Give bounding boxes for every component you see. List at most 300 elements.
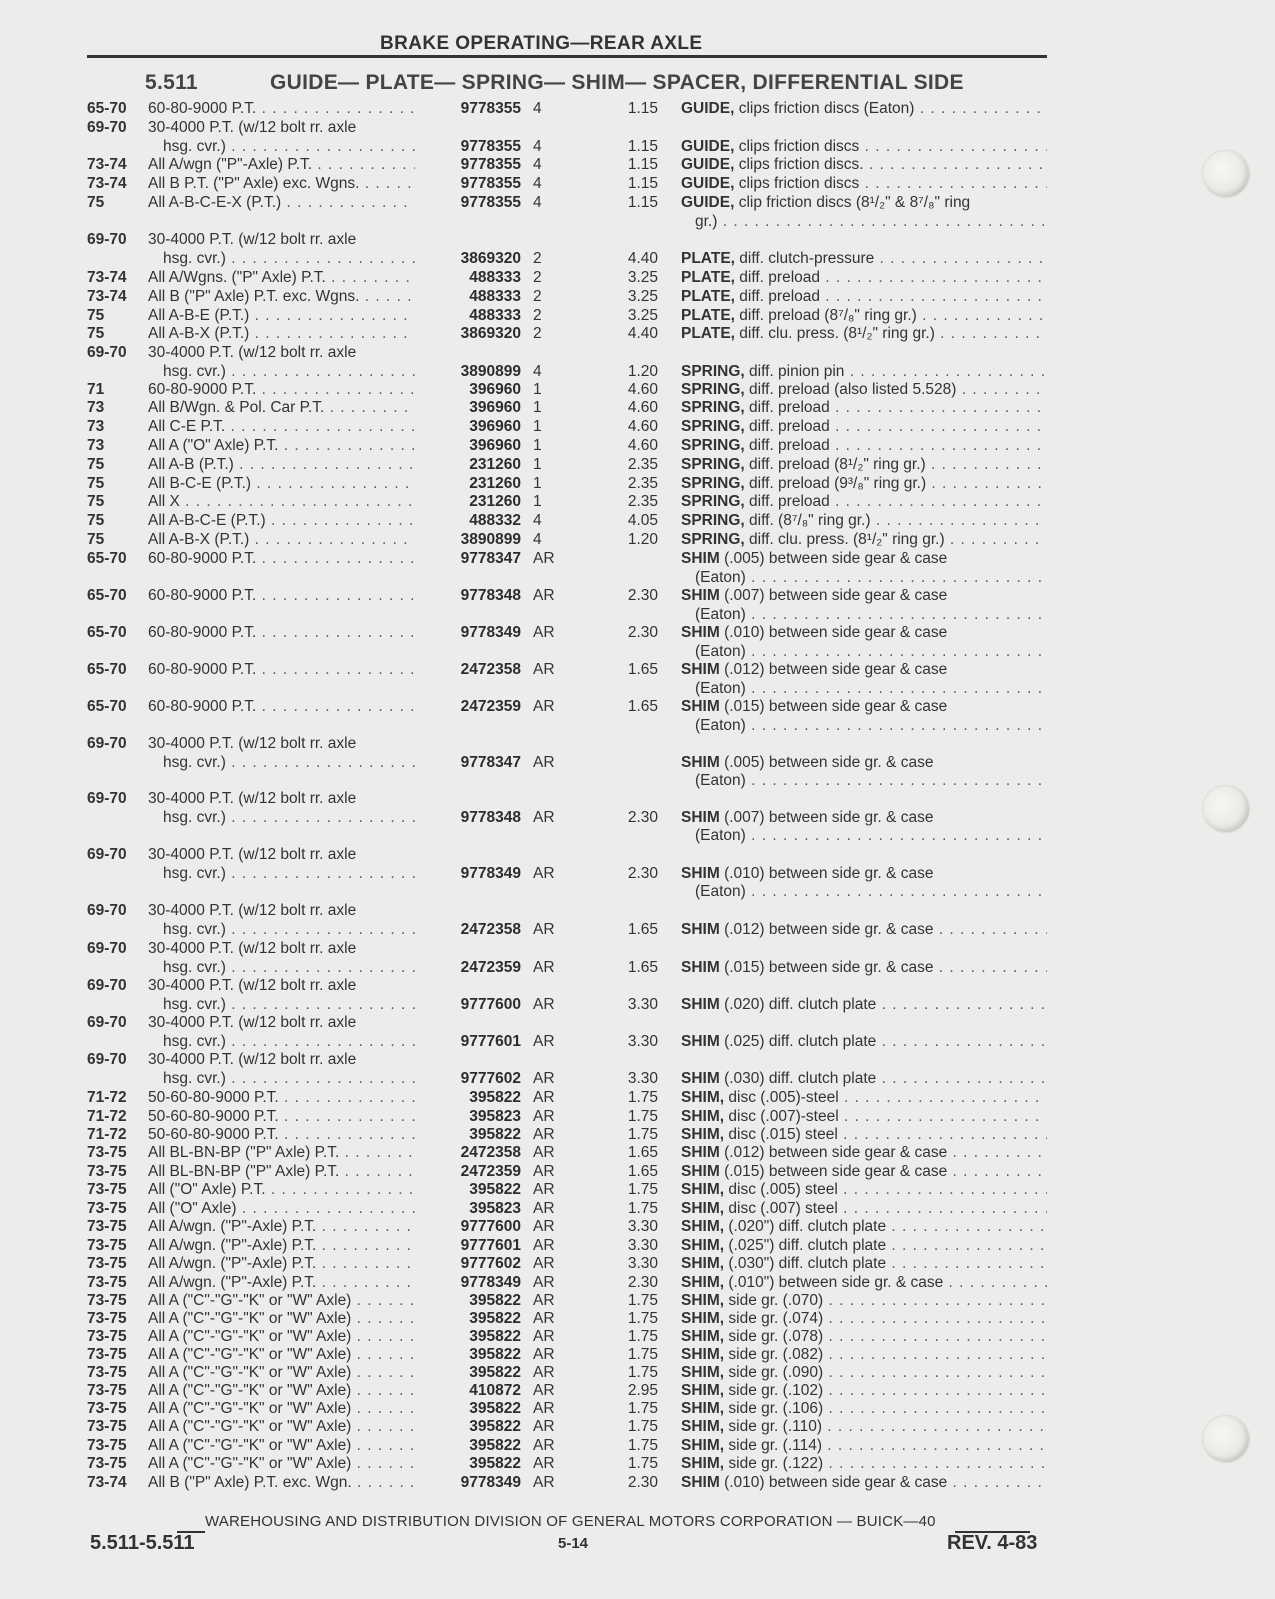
application-text: All A-B-X (P.T.) . . . — [148, 325, 415, 342]
application-text: All A/wgn. ("P"-Axle) P.T. . . . — [148, 1255, 415, 1272]
application-description — [148, 1399, 415, 1418]
part-description — [681, 174, 1047, 193]
part-keyword: SHIM — [681, 1163, 725, 1180]
application-text: hsg. cvr.) . . . — [163, 959, 415, 976]
model-year: 71-72 — [87, 1089, 127, 1106]
application-text: All A ("C"-"G"-"K" or "W" Axle) . . . — [148, 1310, 415, 1327]
quantity: 1 — [533, 437, 542, 454]
quantity: AR — [533, 864, 555, 882]
application-description — [148, 1454, 415, 1473]
application-description — [148, 1162, 415, 1181]
quantity: AR — [533, 550, 555, 567]
part-description — [681, 287, 1047, 306]
part-description — [681, 1125, 1047, 1144]
quantity: 4 — [533, 175, 542, 192]
application-text: All B/Wgn. & Pol. Car P.T. . . . — [148, 399, 415, 416]
part-description-text: disc (.007)-steel . . . — [728, 1108, 1047, 1125]
application-text: hsg. cvr.) . . . — [163, 809, 415, 826]
application-text: 30-4000 P.T. (w/12 bolt rr. axle — [148, 119, 357, 136]
part-description-text: (.010) between side gear & case . . . — [724, 1474, 1047, 1491]
price — [588, 753, 658, 772]
price: 2.30 — [627, 587, 658, 604]
part-description — [695, 212, 1047, 231]
section-title: GUIDE— PLATE— SPRING— SHIM— SPACER, DIFFERENTIAL SIDE — [270, 71, 964, 94]
model-year: 75 — [87, 194, 105, 211]
application-text: hsg. cvr.) . . . — [163, 250, 415, 267]
part-description — [681, 1107, 1047, 1126]
part-number: 410872 — [469, 1382, 521, 1399]
part-description-text: (.030") diff. clutch plate . . . — [728, 1255, 1047, 1272]
part-number: 3890899 — [460, 362, 521, 380]
part-number: 231260 — [469, 493, 521, 510]
part-description-text: (.007) between side gear & case — [724, 587, 948, 604]
part-keyword: GUIDE, — [681, 137, 739, 155]
price: 1.20 — [627, 362, 658, 380]
part-number: 9778349 — [460, 1474, 521, 1491]
part-number: 395822 — [469, 1089, 521, 1106]
part-description — [681, 1417, 1047, 1436]
model-year: 73-75 — [87, 1364, 127, 1381]
model-year: 69-70 — [87, 344, 127, 361]
part-description-text: diff. preload (9³/₈" ring gr.) . . . — [749, 475, 1047, 492]
part-description — [681, 1473, 1047, 1492]
part-number: 2472359 — [460, 958, 521, 976]
application-description — [148, 1180, 415, 1199]
application-text: hsg. cvr.) . . . — [163, 138, 415, 155]
part-number: 9778347 — [460, 753, 521, 771]
quantity: 2 — [533, 307, 542, 324]
part-description-text: (.015) between side gear & case . . . — [724, 1163, 1047, 1180]
model-year: 71-72 — [87, 1108, 127, 1125]
part-number: 395823 — [469, 1200, 521, 1217]
part-description — [681, 586, 1047, 605]
application-text: 60-80-9000 P.T. . . . — [148, 550, 415, 567]
model-year: 73 — [87, 418, 105, 435]
application-description — [148, 268, 415, 287]
application-text: All A/wgn. ("P"-Axle) P.T. . . . — [148, 1218, 415, 1235]
application-description — [148, 455, 415, 474]
part-keyword: SHIM, — [681, 1455, 729, 1472]
part-description — [681, 920, 1047, 939]
application-description — [148, 1143, 415, 1162]
quantity: AR — [533, 1292, 555, 1309]
quantity: 2 — [533, 269, 542, 286]
application-text: hsg. cvr.) . . . — [163, 1070, 415, 1087]
application-description — [148, 1473, 415, 1492]
part-number: 9777601 — [460, 1237, 521, 1254]
quantity: AR — [533, 1474, 555, 1491]
part-keyword: SHIM, — [681, 1364, 729, 1381]
application-text: 30-4000 P.T. (w/12 bolt rr. axle — [148, 977, 357, 994]
part-number: 231260 — [469, 456, 521, 473]
application-description — [148, 1273, 415, 1292]
part-number: 395823 — [469, 1108, 521, 1125]
part-description-text: (.015) between side gear & case — [724, 698, 948, 715]
part-description-text: clips friction discs . . . — [739, 175, 1047, 192]
part-number: 9778348 — [460, 587, 521, 604]
quantity: 1 — [533, 456, 542, 473]
part-description — [681, 1069, 1047, 1088]
application-text: 50-60-80-9000 P.T. . . . — [148, 1108, 415, 1125]
part-description-text: side gr. (.106) . . . — [728, 1400, 1047, 1417]
model-year: 69-70 — [87, 977, 127, 994]
application-description — [148, 660, 415, 679]
application-text: hsg. cvr.) . . . — [163, 996, 415, 1013]
application-description — [163, 753, 415, 772]
application-description — [148, 1417, 415, 1436]
part-description — [681, 623, 1047, 642]
part-description — [681, 958, 1047, 977]
price: 2.95 — [627, 1382, 658, 1399]
part-keyword: SHIM — [681, 1032, 725, 1050]
model-year: 73-74 — [87, 269, 127, 286]
part-number: 395822 — [469, 1418, 521, 1435]
application-text: All BL-BN-BP ("P" Axle) P.T. . . . — [148, 1144, 415, 1161]
price: 4.05 — [627, 512, 658, 529]
application-text: All A-B-X (P.T.) . . . — [148, 531, 415, 548]
part-description-text: side gr. (.110) . . . — [728, 1418, 1047, 1435]
model-year: 69-70 — [87, 735, 127, 752]
part-number: 395822 — [469, 1455, 521, 1472]
application-description — [163, 864, 415, 883]
part-number: 9777602 — [460, 1255, 521, 1272]
model-year: 73-75 — [87, 1237, 127, 1254]
application-description — [148, 343, 415, 362]
part-keyword: SPRING, — [681, 531, 750, 548]
part-number: 2472359 — [460, 698, 521, 715]
application-text: All A ("C"-"G"-"K" or "W" Axle) . . . — [148, 1292, 415, 1309]
part-description — [681, 1199, 1047, 1218]
part-keyword: SHIM — [681, 1474, 725, 1491]
part-keyword: SHIM — [681, 753, 725, 771]
quantity: AR — [533, 995, 555, 1013]
application-description — [148, 1381, 415, 1400]
part-description — [681, 808, 1047, 827]
binder-hole — [1203, 786, 1249, 832]
part-keyword: PLATE, — [681, 307, 740, 324]
application-description — [148, 1254, 415, 1273]
quantity: 2 — [533, 325, 542, 342]
part-keyword: SHIM — [681, 864, 725, 882]
part-number: 488332 — [469, 512, 521, 529]
application-description — [148, 1013, 415, 1032]
part-keyword: SHIM — [681, 550, 725, 567]
part-description — [681, 995, 1047, 1014]
model-year: 71-72 — [87, 1126, 127, 1143]
model-year: 69-70 — [87, 902, 127, 919]
price: 3.25 — [627, 288, 658, 305]
part-description — [695, 771, 1047, 790]
application-text: All A ("C"-"G"-"K" or "W" Axle) . . . — [148, 1400, 415, 1417]
price: 1.75 — [627, 1181, 658, 1198]
model-year: 73-75 — [87, 1382, 127, 1399]
quantity: AR — [533, 1310, 555, 1327]
part-number: 396960 — [469, 399, 521, 416]
price: 4.60 — [627, 399, 658, 416]
model-year: 73-75 — [87, 1255, 127, 1272]
application-text: hsg. cvr.) . . . — [163, 921, 415, 938]
application-text: 50-60-80-9000 P.T. . . . — [148, 1089, 415, 1106]
quantity: AR — [533, 1437, 555, 1454]
part-keyword: SHIM — [681, 808, 725, 826]
application-description — [163, 362, 415, 381]
part-description — [681, 1436, 1047, 1455]
part-description — [681, 511, 1047, 530]
price: 1.75 — [627, 1200, 658, 1217]
quantity: AR — [533, 1163, 555, 1180]
binder-hole — [1203, 1416, 1249, 1462]
application-description — [148, 436, 415, 455]
part-description — [681, 1032, 1047, 1051]
quantity: AR — [533, 1089, 555, 1106]
quantity: 2 — [533, 288, 542, 305]
application-text: 60-80-9000 P.T. . . . — [148, 381, 415, 398]
part-description-text: diff. preload . . . — [749, 418, 1047, 435]
application-text: All BL-BN-BP ("P" Axle) P.T. . . . — [148, 1163, 415, 1180]
part-description-text: clips friction discs (Eaton) . . . — [739, 100, 1047, 117]
application-text: All A-B-C-E (P.T.) . . . — [148, 512, 415, 529]
part-description-text: (Eaton) . . . — [695, 827, 1047, 844]
quantity: 4 — [533, 194, 542, 211]
part-keyword: SHIM, — [681, 1418, 729, 1435]
part-description — [681, 1345, 1047, 1364]
part-description-text: side gr. (.078) . . . — [728, 1328, 1047, 1345]
part-description — [681, 753, 1047, 772]
part-keyword: SPRING, — [681, 399, 750, 416]
part-description-text: (Eaton) . . . — [695, 717, 1047, 734]
part-number: 9778348 — [460, 808, 521, 826]
price: 2.35 — [627, 456, 658, 473]
application-description — [148, 474, 415, 493]
part-keyword: SPRING, — [681, 512, 750, 529]
part-keyword: PLATE, — [681, 249, 740, 267]
part-description — [681, 398, 1047, 417]
application-description — [148, 939, 415, 958]
application-text: 60-80-9000 P.T. . . . — [148, 100, 415, 117]
application-text: All A-B (P.T.) . . . — [148, 456, 415, 473]
part-number: 9778355 — [460, 175, 521, 192]
part-description — [681, 492, 1047, 511]
part-description — [681, 436, 1047, 455]
application-text: All C-E P.T. . . . — [148, 418, 415, 435]
application-description — [148, 697, 415, 716]
price: 1.15 — [627, 194, 658, 211]
part-description-text: (Eaton) . . . — [695, 643, 1047, 660]
application-text: 60-80-9000 P.T. . . . — [148, 624, 415, 641]
application-text: All A ("C"-"G"-"K" or "W" Axle) . . . — [148, 1328, 415, 1345]
price: 4.60 — [627, 381, 658, 398]
application-text: All X . . . — [148, 493, 415, 510]
part-keyword: SPRING, — [681, 437, 750, 454]
price: 1.15 — [627, 156, 658, 173]
part-description-text: diff. clutch-pressure . . . — [739, 250, 1047, 267]
part-description — [695, 679, 1047, 698]
part-description-text: side gr. (.102) . . . — [728, 1382, 1047, 1399]
application-text: All B P.T. ("P" Axle) exc. Wgns. . . . — [148, 175, 415, 192]
part-number: 9777600 — [460, 1218, 521, 1235]
quantity: AR — [533, 958, 555, 976]
part-number: 9778355 — [460, 156, 521, 173]
part-description — [681, 1363, 1047, 1382]
price: 1.75 — [627, 1400, 658, 1417]
part-number: 3869320 — [460, 325, 521, 342]
part-keyword: SHIM — [681, 661, 725, 678]
application-text: All B-C-E (P.T.) . . . — [148, 475, 415, 492]
model-year: 73-74 — [87, 175, 127, 192]
part-description-text: side gr. (.090) . . . — [728, 1364, 1047, 1381]
application-text: All A ("C"-"G"-"K" or "W" Axle) . . . — [148, 1364, 415, 1381]
price: 1.75 — [627, 1089, 658, 1106]
part-keyword: SHIM, — [681, 1274, 729, 1291]
price: 1.15 — [627, 100, 658, 117]
quantity: AR — [533, 1455, 555, 1472]
model-year: 73-74 — [87, 1474, 127, 1491]
application-description — [148, 174, 415, 193]
part-description-text: diff. preload . . . — [749, 493, 1047, 510]
footer-revision: REV. 4-83 — [947, 1532, 1038, 1554]
application-text: All ("O" Axle) . . . — [148, 1200, 415, 1217]
application-description — [148, 1291, 415, 1310]
part-description-text: diff. preload (8¹/₂" ring gr.) . . . — [749, 456, 1047, 473]
price: 1.65 — [627, 1163, 658, 1180]
part-description — [695, 882, 1047, 901]
part-keyword: SHIM, — [681, 1237, 729, 1254]
application-description — [148, 586, 415, 605]
part-description — [681, 137, 1047, 156]
application-description — [148, 417, 415, 436]
application-description — [163, 137, 415, 156]
part-keyword: SHIM, — [681, 1382, 729, 1399]
part-description-text: disc (.005) steel . . . — [728, 1181, 1047, 1198]
price: 3.25 — [627, 269, 658, 286]
model-year: 73-75 — [87, 1200, 127, 1217]
quantity: 1 — [533, 475, 542, 492]
part-description-text: side gr. (.070) . . . — [728, 1292, 1047, 1309]
application-text: 50-60-80-9000 P.T. . . . — [148, 1126, 415, 1143]
application-text: All A/wgn ("P"-Axle) P.T. . . . — [148, 156, 415, 173]
part-description-text: (.007) between side gr. & case — [724, 808, 934, 826]
part-description — [681, 1236, 1047, 1255]
application-description — [148, 230, 415, 249]
part-number: 9777602 — [460, 1069, 521, 1087]
application-text: 30-4000 P.T. (w/12 bolt rr. axle — [148, 735, 357, 752]
part-keyword: SHIM — [681, 958, 725, 976]
part-description — [681, 1217, 1047, 1236]
part-description-text: clip friction discs (8¹/₂" & 8⁷/₈" ring — [738, 194, 971, 211]
model-year: 69-70 — [87, 1051, 127, 1068]
model-year: 65-70 — [87, 550, 127, 567]
price: 2.35 — [627, 475, 658, 492]
footer-division: WAREHOUSING AND DISTRIBUTION DIVISION OF GENERAL MOTORS CORPORATION — BUICK—40 — [205, 1513, 936, 1530]
part-description-text: diff. preload . . . — [749, 399, 1047, 416]
part-keyword: SPRING, — [681, 362, 750, 380]
application-description — [163, 920, 415, 939]
part-keyword: SPRING, — [681, 493, 750, 510]
part-description — [681, 268, 1047, 287]
part-description-text: diff. preload . . . — [739, 288, 1047, 305]
quantity: AR — [533, 1255, 555, 1272]
part-description-text: diff. preload . . . — [739, 269, 1047, 286]
part-keyword: SHIM — [681, 587, 725, 604]
quantity: 4 — [533, 137, 542, 155]
application-description — [148, 324, 415, 343]
part-number: 395822 — [469, 1328, 521, 1345]
application-description — [148, 1088, 415, 1107]
part-description-text: clips friction discs. . . . — [739, 156, 1047, 173]
part-description — [681, 306, 1047, 325]
quantity: AR — [533, 587, 555, 604]
running-head: BRAKE OPERATING—REAR AXLE — [380, 33, 703, 54]
part-number: 488333 — [469, 288, 521, 305]
part-number: 395822 — [469, 1437, 521, 1454]
model-year: 73-75 — [87, 1292, 127, 1309]
part-description — [681, 1454, 1047, 1473]
application-text: 30-4000 P.T. (w/12 bolt rr. axle — [148, 1014, 357, 1031]
part-number: 9778355 — [460, 137, 521, 155]
application-description — [148, 530, 415, 549]
part-description — [681, 362, 1047, 381]
part-description — [681, 1309, 1047, 1328]
part-keyword: PLATE, — [681, 288, 740, 305]
price: 1.75 — [627, 1292, 658, 1309]
part-description-text: side gr. (.122) . . . — [728, 1455, 1047, 1472]
model-year: 75 — [87, 325, 105, 342]
part-description-text: (.012) between side gr. & case . . . — [724, 921, 1047, 938]
application-description — [148, 193, 415, 212]
part-description — [681, 380, 1047, 399]
model-year: 75 — [87, 531, 105, 548]
quantity: 1 — [533, 399, 542, 416]
model-year: 73-75 — [87, 1455, 127, 1472]
price: 2.30 — [627, 864, 658, 882]
part-keyword: SHIM — [681, 920, 725, 938]
model-year: 73-75 — [87, 1310, 127, 1327]
model-year: 73-75 — [87, 1346, 127, 1363]
quantity: AR — [533, 698, 555, 715]
part-description — [681, 99, 1047, 118]
part-description-text: gr.) . . . — [695, 213, 1047, 230]
part-number: 395822 — [469, 1181, 521, 1198]
application-text: All A ("C"-"G"-"K" or "W" Axle) . . . — [148, 1346, 415, 1363]
part-number: 395822 — [469, 1400, 521, 1417]
quantity: AR — [533, 808, 555, 826]
part-keyword: SHIM — [681, 624, 725, 641]
quantity: 1 — [533, 418, 542, 435]
quantity: 4 — [533, 512, 542, 529]
part-number: 395822 — [469, 1292, 521, 1309]
part-keyword: SHIM, — [681, 1181, 729, 1198]
quantity: 4 — [533, 362, 542, 380]
model-year: 73-75 — [87, 1181, 127, 1198]
quantity: AR — [533, 1200, 555, 1217]
price: 2.35 — [627, 493, 658, 510]
quantity: AR — [533, 1328, 555, 1345]
model-year: 73-75 — [87, 1274, 127, 1291]
part-number: 9778349 — [460, 1274, 521, 1291]
part-description — [681, 549, 1047, 568]
part-description — [681, 1162, 1047, 1181]
model-year: 73-74 — [87, 156, 127, 173]
quantity: AR — [533, 1400, 555, 1417]
model-year: 73-75 — [87, 1144, 127, 1161]
part-keyword: GUIDE, — [681, 100, 739, 117]
part-description — [681, 697, 1047, 716]
application-description — [148, 734, 415, 753]
part-number: 395822 — [469, 1126, 521, 1143]
part-description — [681, 530, 1047, 549]
part-description — [681, 193, 1047, 212]
part-number: 395822 — [469, 1364, 521, 1381]
